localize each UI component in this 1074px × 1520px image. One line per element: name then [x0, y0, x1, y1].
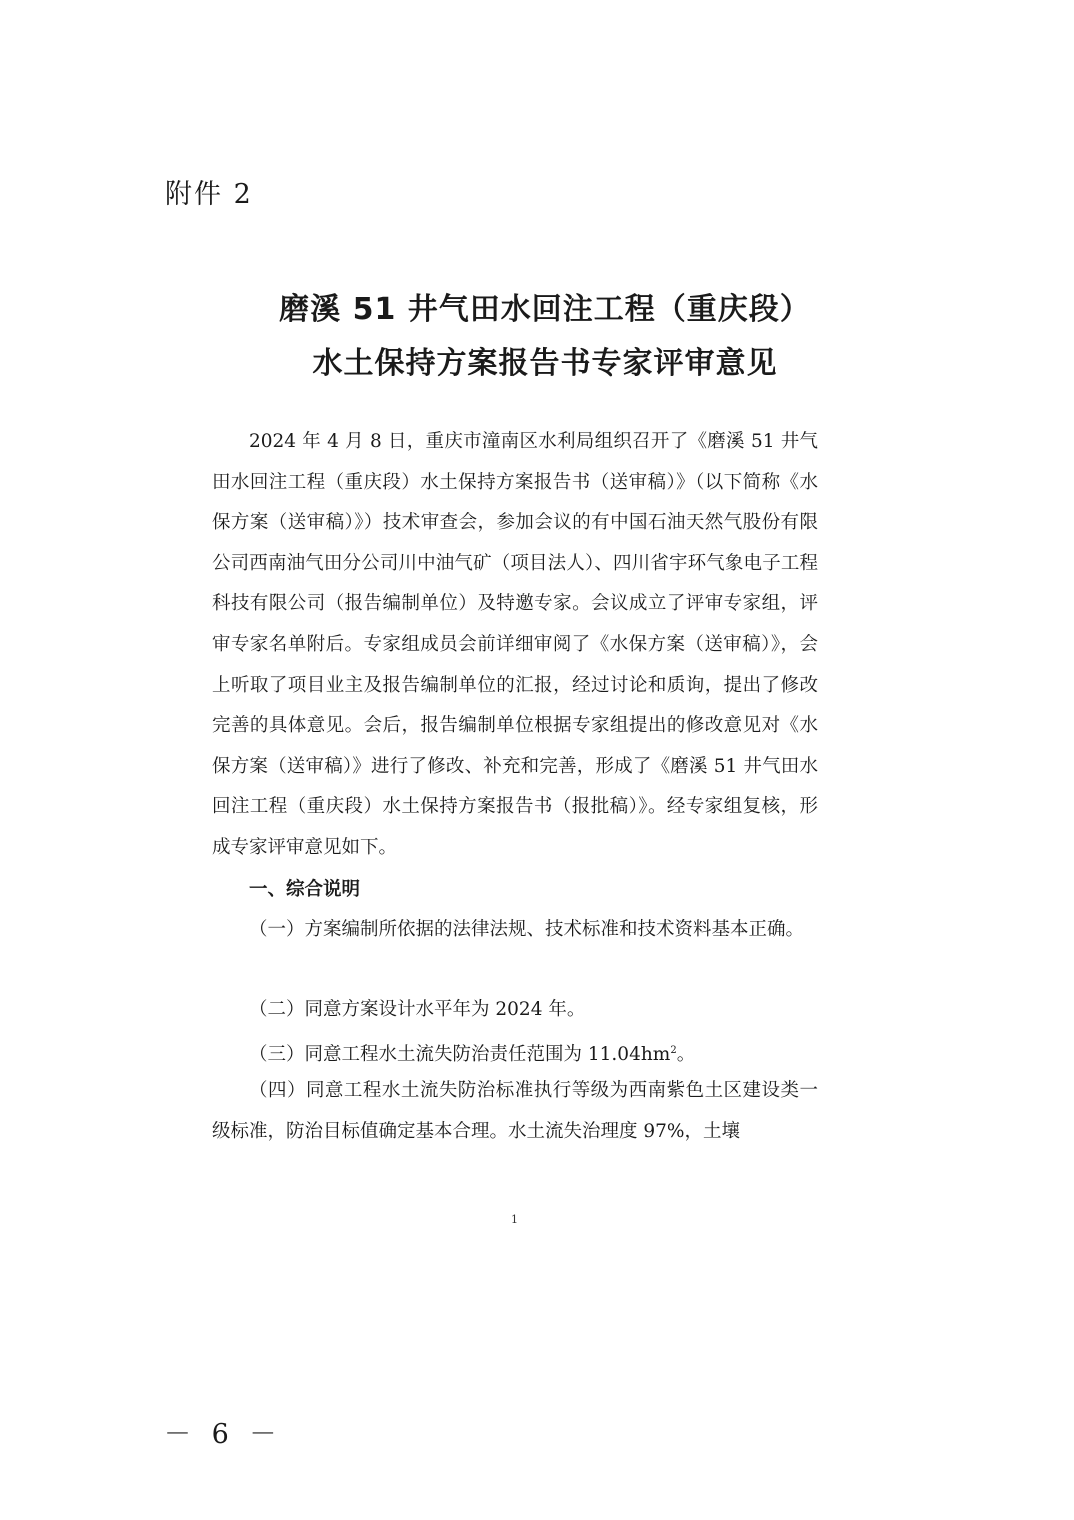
document-title-line1: 磨溪 51 井气田水回注工程（重庆段） [279, 292, 811, 327]
superscript: 2 [670, 1045, 677, 1056]
list-item: （二）同意方案设计水平年为 2024 年。 [249, 999, 586, 1020]
inner-page-number: 1 [511, 1213, 518, 1226]
list-item: （四）同意工程水土流失防治标准执行等级为西南紫色土区建设类一级标准，防治目标值确定基本合理。水土流失治理度 97%，土壤 [212, 1080, 818, 1142]
intro-paragraph: 2024 年 4 月 8 日，重庆市潼南区水利局组织召开了《磨溪 51 井气田水回注工程（重庆段）水土保持方案报告书（送审稿）》（以下简称《水保方案（送审稿）》）技术审查会，参加会议的有中国石油天然气股份有限公司西南油气田分公司川中油气矿（项目法人）、四川省宇环气象电子工程科技有限公司（报告编制单位）及特邀专家。会议成立了评审专家组，评审专家名单附后。专家组成员会前详细审阅了《水保方案（送审稿）》，会上听取了项目业主及报告编制单位的汇报，经过讨论和质询，提出了修改完善的具体意见。会后，报告编制单位根据专家组提出的修改意见对《水保方案（送审稿）》进行了修改、补充和完善，形成了《磨溪 51 井气田水回注工程（重庆段）水土保持方案报告书（报批稿）》。经专家组复核，形成专家评审意见如下。 [212, 431, 818, 858]
attachment-label: 附件 2 [165, 179, 253, 210]
list-item: （一）方案编制所依据的法律法规、技术标准和技术资料基本正确。 [249, 919, 805, 940]
list-item-text: （三）同意工程水土流失防治责任范围为 11.04hm [249, 1044, 671, 1066]
page-number: － 6 － [164, 1419, 283, 1450]
list-item [212, 1031, 818, 1076]
list-item-end: 。 [676, 1044, 696, 1066]
section-heading-overview: 一、综合说明 [249, 879, 361, 900]
document-title-line2: 水土保持方案报告书专家评审意见 [312, 346, 778, 381]
